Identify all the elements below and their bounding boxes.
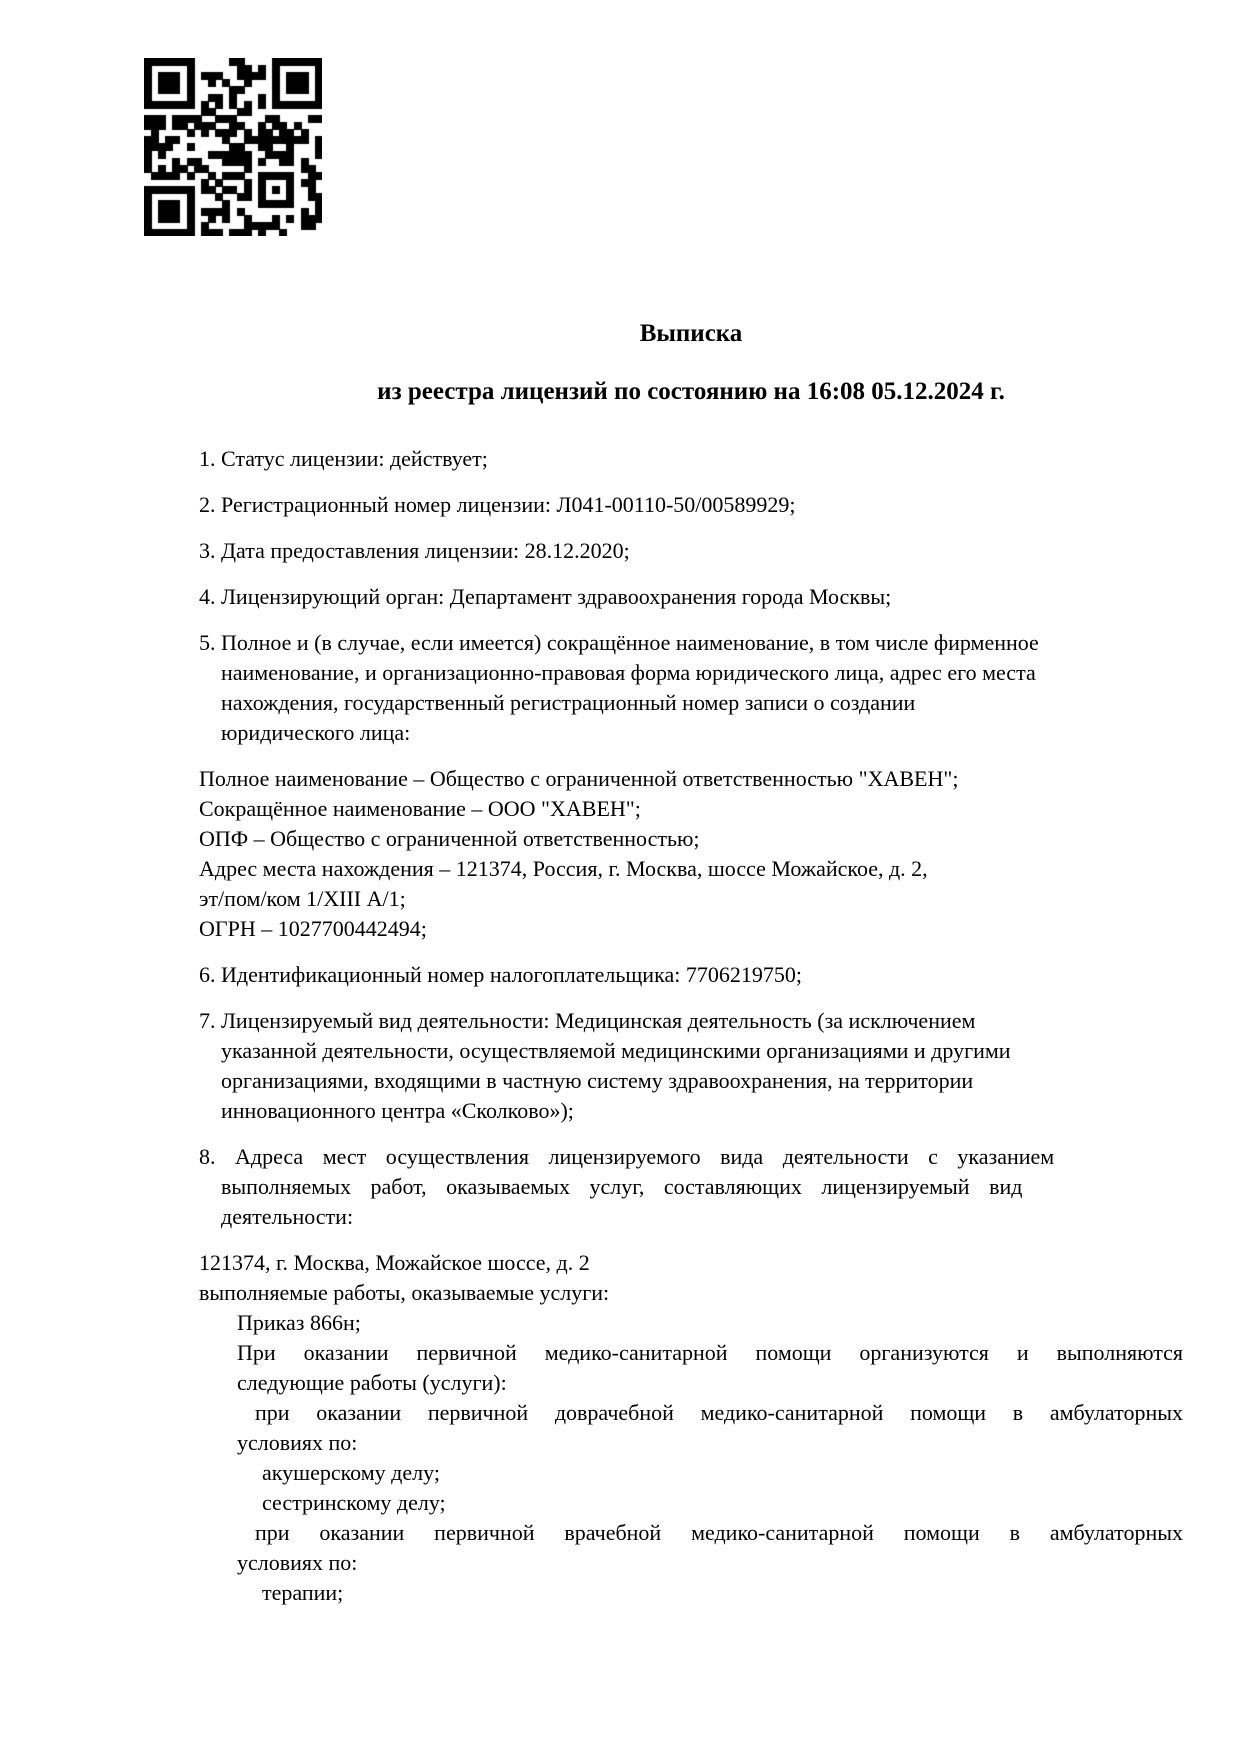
conditions-label-line-2: условиях по:	[237, 1550, 358, 1575]
inn-paragraph	[199, 960, 1183, 990]
item5-line-4: юридического лица:	[221, 720, 411, 745]
therapy-line: терапии;	[262, 1580, 344, 1605]
organization-details-paragraph	[199, 764, 1183, 944]
address-line: 121374, г. Москва, Можайское шоссе, д. 2	[199, 1250, 590, 1275]
item7-line-4: инновационного центра «Сколково»);	[221, 1098, 574, 1123]
org-address-line-1: Адрес места нахождения – 121374, Россия, г. Москва, шоссе Можайское, д. 2,	[199, 856, 928, 881]
addresses-block	[199, 1248, 1183, 1608]
order-866n-line: Приказ 866н;	[237, 1310, 361, 1335]
license-status-line: 1. Статус лицензии: действует;	[199, 446, 488, 471]
document-title: Выписка	[639, 320, 743, 347]
obstetrics-line: акушерскому делу;	[262, 1460, 440, 1485]
medical-care-line: при оказании первичной врачебной медико-санитарной помощи в амбулаторных	[255, 1520, 1183, 1545]
org-address-line-2: эт/пом/ком 1/XIII А/1;	[199, 886, 406, 911]
license-reg-number-line: 2. Регистрационный номер лицензии: Л041-00110-50/00589929;	[199, 492, 796, 517]
item7-line-3: организациями, входящими в частную систему здравоохранения, на территории	[221, 1068, 974, 1093]
conditions-label-line-1: условиях по:	[237, 1430, 358, 1455]
qr-code-image	[144, 58, 322, 236]
org-full-name-line: Полное наименование – Общество с ограниченной ответственностью "ХАВЕН";	[199, 766, 959, 791]
licensing-authority-line: 4. Лицензирующий орган: Департамент здравоохранения города Москвы;	[199, 584, 892, 609]
org-ogrn-line: ОГРН – 1027700442494;	[199, 916, 427, 941]
item5-line-3: нахождения, государственный регистрационный номер записи о создании	[221, 690, 916, 715]
pre-medical-care-line: при оказании первичной доврачебной медико-санитарной помощи в амбулаторных	[255, 1400, 1183, 1425]
item7-line-2: указанной деятельности, осуществляемой медицинскими организациями и другими	[221, 1038, 1011, 1063]
works-services-label-line: выполняемые работы, оказываемые услуги:	[199, 1280, 610, 1305]
nursing-line: сестринскому делу;	[262, 1490, 446, 1515]
license-reg-number-paragraph	[199, 490, 1183, 520]
org-opf-line: ОПФ – Общество с ограниченной ответственностью;	[199, 826, 700, 851]
org-short-name-line: Сокращённое наименование – ООО "ХАВЕН";	[199, 796, 641, 821]
primary-care-intro-line-1: При оказании первичной медико-санитарной помощи организуются и выполняются	[237, 1340, 1183, 1365]
item7-line-1: 7. Лицензируемый вид деятельности: Медицинская деятельность (за исключением	[199, 1008, 976, 1033]
document-content	[199, 318, 1183, 1624]
item8-line-1: 8. Адреса мест осуществления лицензируемого вида деятельности с указанием	[199, 1144, 1055, 1169]
license-grant-date-paragraph	[199, 536, 1183, 566]
item8-paragraph	[199, 1142, 1183, 1232]
license-grant-date-line: 3. Дата предоставления лицензии: 28.12.2020;	[199, 538, 630, 563]
item5-paragraph	[199, 628, 1183, 748]
item8-line-3: деятельности:	[221, 1204, 354, 1229]
primary-care-intro-line-2: следующие работы (услуги):	[237, 1370, 507, 1395]
document-subtitle: из реестра лицензий по состоянию на 16:08 05.12.2024 г.	[377, 378, 1005, 405]
item5-line-2: наименование, и организационно-правовая форма юридического лица, адрес его места	[221, 660, 1036, 685]
item7-paragraph	[199, 1006, 1183, 1126]
item5-line-1: 5. Полное и (в случае, если имеется) сокращённое наименование, в том числе фирменное	[199, 630, 1039, 655]
licensing-authority-paragraph	[199, 582, 1183, 612]
item8-line-2: выполняемых работ, оказываемых услуг, составляющих лицензируемый вид	[221, 1174, 1023, 1199]
inn-line: 6. Идентификационный номер налогоплательщика: 7706219750;	[199, 962, 802, 987]
license-status-paragraph	[199, 444, 1183, 474]
